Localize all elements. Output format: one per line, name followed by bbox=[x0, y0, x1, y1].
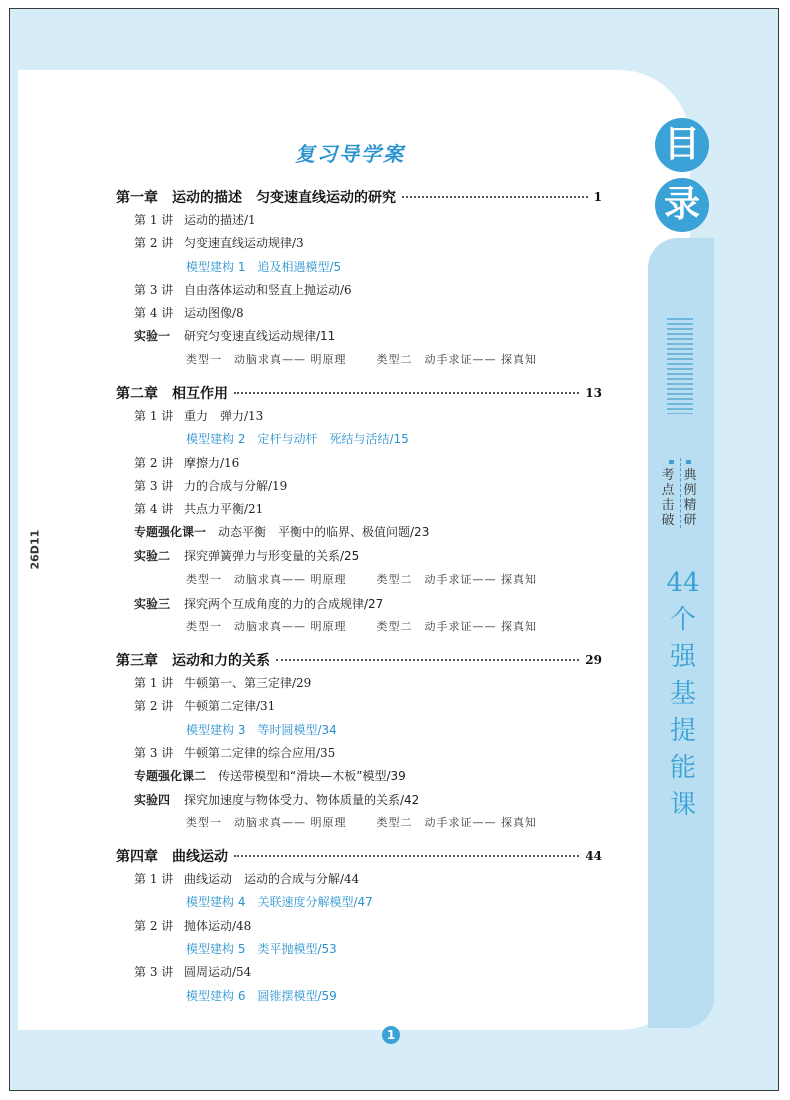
dot-leader bbox=[402, 196, 588, 198]
experiment-types bbox=[186, 618, 537, 636]
dot-leader bbox=[234, 855, 579, 857]
line-text: 力的合成与分解/19 bbox=[184, 479, 288, 493]
toc-model-line[interactable] bbox=[186, 257, 341, 277]
line-text: 圆周运动/54 bbox=[184, 965, 252, 979]
side-big-char: 基 bbox=[669, 679, 696, 709]
toc-line[interactable] bbox=[134, 453, 239, 473]
side-big-text bbox=[660, 565, 706, 824]
side-char: 点 bbox=[661, 483, 675, 498]
chapter-label: 第一章 bbox=[116, 190, 158, 206]
toc-line[interactable] bbox=[134, 476, 287, 496]
side-char: 击 bbox=[661, 498, 675, 513]
line-text: 模型建构 2 定杆与动杆 死结与活结/15 bbox=[186, 432, 409, 446]
stripe-decoration bbox=[667, 318, 693, 414]
type-two: 类型二 动手求证—— 探真知 bbox=[376, 353, 537, 366]
type-two: 类型二 动手求证—— 探真知 bbox=[376, 816, 537, 829]
line-text: 曲线运动 运动的合成与分解/44 bbox=[184, 872, 360, 886]
type-one: 类型一 动脑求真—— 明原理 bbox=[186, 816, 347, 829]
toc-line[interactable] bbox=[134, 869, 359, 889]
chapter-4[interactable] bbox=[116, 845, 602, 867]
toc-line[interactable] bbox=[134, 916, 251, 936]
toc-line[interactable] bbox=[134, 280, 352, 300]
toc-line[interactable] bbox=[134, 406, 263, 426]
mulu-char-1: 目 bbox=[655, 118, 709, 172]
mulu-char-2: 录 bbox=[655, 178, 709, 232]
chapter-1[interactable] bbox=[116, 186, 602, 208]
chapter-title: 运动的描述 匀变速直线运动的研究 bbox=[172, 190, 396, 206]
line-label: 实验三 bbox=[134, 597, 171, 611]
line-text: 匀变速直线运动规律/3 bbox=[184, 236, 304, 250]
chapter-label: 第四章 bbox=[116, 849, 158, 865]
line-text: 牛顿第二定律/31 bbox=[184, 699, 276, 713]
side-big-char: 44 bbox=[666, 568, 700, 598]
line-text: 自由落体运动和竖直上抛运动/6 bbox=[184, 283, 352, 297]
toc-line[interactable] bbox=[134, 696, 275, 716]
toc-model-line[interactable] bbox=[186, 939, 337, 959]
chapter-3[interactable] bbox=[116, 649, 602, 671]
line-text: 探究弹簧弹力与形变量的关系/25 bbox=[184, 549, 360, 563]
chapter-label: 第二章 bbox=[116, 386, 158, 402]
toc-line[interactable] bbox=[134, 499, 263, 519]
line-text: 模型建构 6 圆锥摆模型/59 bbox=[186, 989, 337, 1003]
side-char: 研 bbox=[683, 513, 697, 528]
bullet-square-left bbox=[669, 460, 674, 464]
dot-leader bbox=[276, 659, 579, 661]
line-label: 专题强化课二 bbox=[134, 769, 207, 783]
side-big-char: 课 bbox=[669, 790, 696, 820]
line-label: 第 1 讲 bbox=[134, 676, 174, 690]
side-code bbox=[29, 556, 42, 570]
line-text: 运动的描述/1 bbox=[184, 213, 256, 227]
side-col-left bbox=[661, 468, 675, 528]
chapter-title: 曲线运动 bbox=[172, 849, 228, 865]
toc-model-line[interactable] bbox=[186, 429, 409, 449]
toc-model-line[interactable] bbox=[186, 892, 373, 912]
line-text: 抛体运动/48 bbox=[184, 919, 252, 933]
chapter-title: 运动和力的关系 bbox=[172, 653, 270, 669]
bullet-square-right bbox=[686, 460, 691, 464]
line-text: 模型建构 5 类平抛模型/53 bbox=[186, 942, 337, 956]
chapter-page: 13 bbox=[585, 386, 602, 400]
type-one: 类型一 动脑求真—— 明原理 bbox=[186, 353, 347, 366]
toc-line[interactable] bbox=[134, 673, 311, 693]
chapter-2[interactable] bbox=[116, 382, 602, 404]
chapter-page: 29 bbox=[585, 653, 602, 667]
side-char: 考 bbox=[661, 468, 675, 483]
line-label: 实验四 bbox=[134, 793, 171, 807]
toc-line[interactable] bbox=[134, 790, 419, 810]
type-one: 类型一 动脑求真—— 明原理 bbox=[186, 620, 347, 633]
dot-leader bbox=[234, 392, 579, 394]
line-text: 牛顿第二定律的综合应用/35 bbox=[184, 746, 336, 760]
line-label: 第 3 讲 bbox=[134, 283, 174, 297]
line-text: 探究加速度与物体受力、物体质量的关系/42 bbox=[184, 793, 420, 807]
line-label: 第 4 讲 bbox=[134, 502, 174, 516]
type-two: 类型二 动手求证—— 探真知 bbox=[376, 573, 537, 586]
line-label: 第 2 讲 bbox=[134, 236, 174, 250]
side-char: 例 bbox=[683, 483, 697, 498]
side-char: 精 bbox=[683, 498, 697, 513]
side-divider bbox=[680, 458, 681, 528]
toc-line[interactable] bbox=[134, 233, 304, 253]
chapter-label: 第三章 bbox=[116, 653, 158, 669]
line-text: 探究两个互成角度的力的合成规律/27 bbox=[184, 597, 384, 611]
line-label: 第 3 讲 bbox=[134, 965, 174, 979]
side-big-char: 提 bbox=[669, 716, 696, 746]
line-text: 动态平衡 平衡中的临界、极值问题/23 bbox=[218, 525, 430, 539]
line-text: 研究匀变速直线运动规律/11 bbox=[184, 329, 336, 343]
page-number: 1 bbox=[382, 1026, 400, 1044]
toc-line[interactable] bbox=[134, 522, 429, 542]
experiment-types bbox=[186, 814, 537, 832]
experiment-types bbox=[186, 571, 537, 589]
side-big-char: 能 bbox=[669, 753, 696, 783]
side-big-char: 个 bbox=[669, 605, 696, 635]
chapter-title: 相互作用 bbox=[172, 386, 228, 402]
line-label: 第 2 讲 bbox=[134, 456, 174, 470]
line-label: 第 2 讲 bbox=[134, 919, 174, 933]
toc-line[interactable] bbox=[134, 594, 383, 614]
toc-model-line[interactable] bbox=[186, 720, 337, 740]
line-text: 牛顿第一、第三定律/29 bbox=[184, 676, 312, 690]
side-col-right bbox=[683, 468, 697, 528]
line-label: 第 3 讲 bbox=[134, 479, 174, 493]
side-char: 典 bbox=[683, 468, 697, 483]
toc-model-line[interactable] bbox=[186, 986, 337, 1006]
type-two: 类型二 动手求证—— 探真知 bbox=[376, 620, 537, 633]
toc-line[interactable] bbox=[134, 962, 251, 982]
side-char: 破 bbox=[661, 513, 675, 528]
line-label: 第 1 讲 bbox=[134, 409, 174, 423]
line-text: 模型建构 3 等时圆模型/34 bbox=[186, 723, 337, 737]
chapter-page: 1 bbox=[593, 190, 602, 204]
line-text: 传送带模型和“滑块—木板”模型/39 bbox=[218, 769, 406, 783]
toc-line[interactable] bbox=[134, 210, 256, 230]
line-label: 实验二 bbox=[134, 549, 171, 563]
toc-line[interactable] bbox=[134, 326, 335, 346]
line-text: 模型建构 1 追及相遇模型/5 bbox=[186, 260, 342, 274]
toc-line[interactable] bbox=[134, 766, 406, 786]
line-label: 第 4 讲 bbox=[134, 306, 174, 320]
line-label: 第 3 讲 bbox=[134, 746, 174, 760]
line-text: 模型建构 4 关联速度分解模型/47 bbox=[186, 895, 373, 909]
line-label: 第 1 讲 bbox=[134, 213, 174, 227]
toc-line[interactable] bbox=[134, 303, 244, 323]
side-big-char: 强 bbox=[669, 642, 696, 672]
line-label: 第 2 讲 bbox=[134, 699, 174, 713]
line-text: 运动图像/8 bbox=[184, 306, 244, 320]
line-text: 摩擦力/16 bbox=[184, 456, 240, 470]
line-label: 实验一 bbox=[134, 329, 171, 343]
toc-line[interactable] bbox=[134, 743, 335, 763]
line-text: 重力 弹力/13 bbox=[184, 409, 264, 423]
page-title: 复习导学案 bbox=[280, 140, 420, 174]
toc-line[interactable] bbox=[134, 546, 359, 566]
line-text: 共点力平衡/21 bbox=[184, 502, 264, 516]
experiment-types bbox=[186, 351, 537, 369]
chapter-page: 44 bbox=[585, 849, 602, 863]
type-one: 类型一 动脑求真—— 明原理 bbox=[186, 573, 347, 586]
line-label: 第 1 讲 bbox=[134, 872, 174, 886]
line-label: 专题强化课一 bbox=[134, 525, 207, 539]
